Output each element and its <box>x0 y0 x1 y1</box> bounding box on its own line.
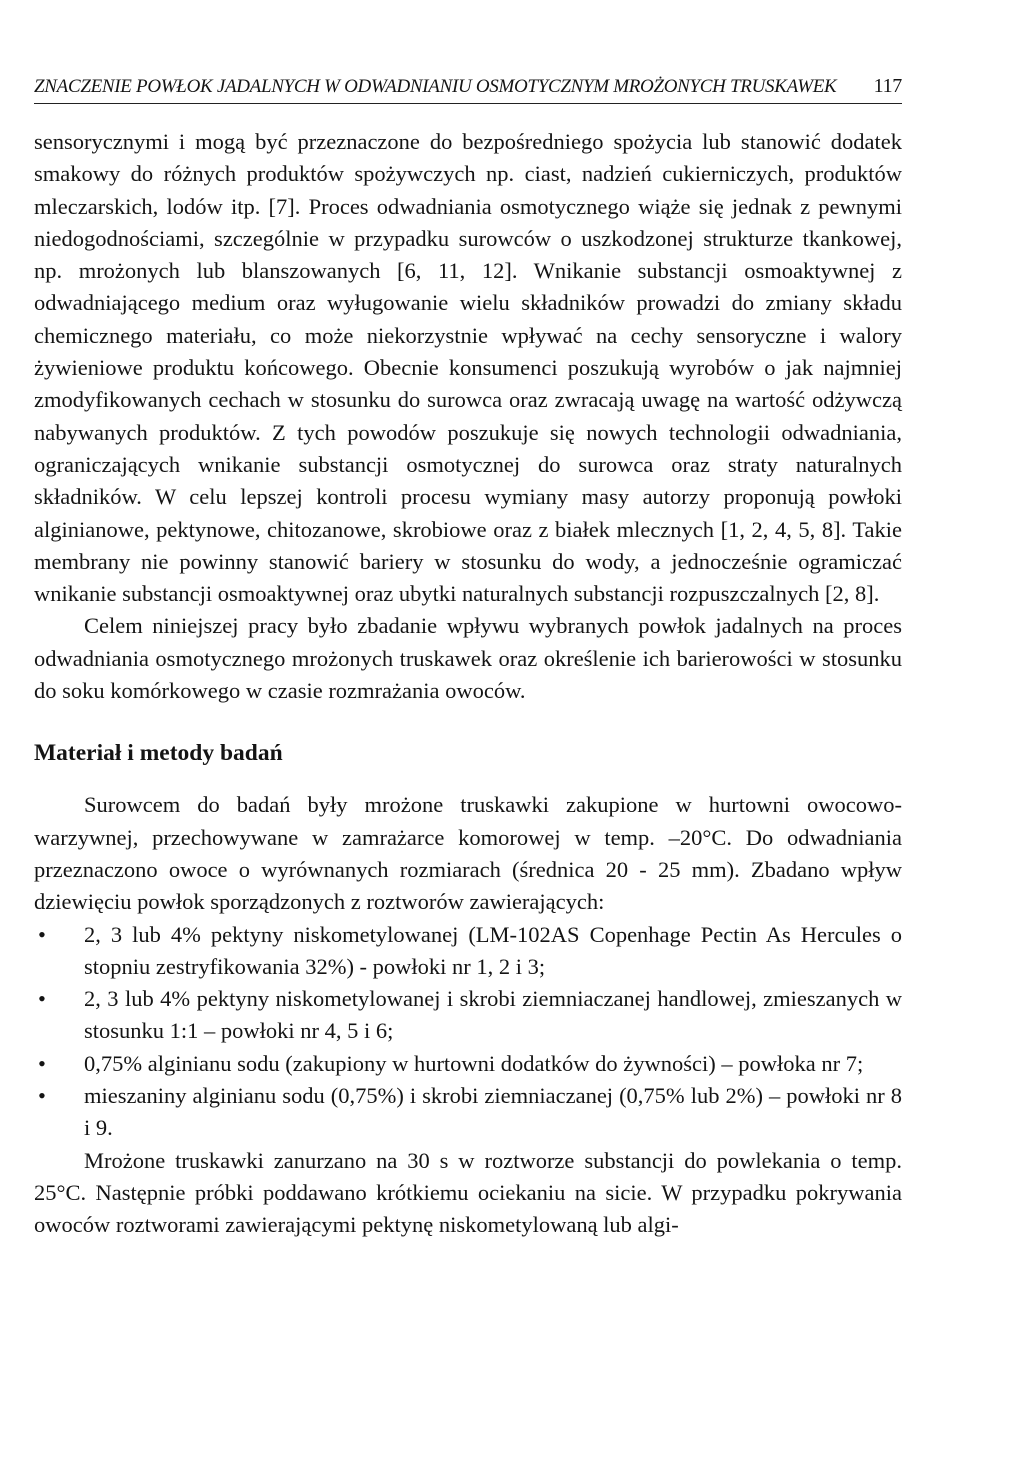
page-number: 117 <box>873 75 902 97</box>
bullet-icon: • <box>38 1083 46 1109</box>
list-item <box>34 1048 902 1080</box>
bullet-icon: • <box>38 921 46 947</box>
document-page <box>34 70 902 1242</box>
body-text <box>34 126 902 1242</box>
paragraph-continued: sensorycznymi i mogą być przeznaczone do bezpośredniego spożycia lub stanowić dodatek smakowy do różnych produktów spożywczych np. ciast, nadzień cukierniczych, produktów mleczarskich, lodów itp. [7]. Proces odwadniania osmotycznego wiąże się jednak z pewnymi niedogodnościami, szczególnie w przypadku surowców o uszkodzonej strukturze tkankowej, np. mrożonych lub blanszowanych [6, 11, 12]. Wnikanie substancji osmoaktywnej z odwadniającego medium oraz wyługowanie wielu składników prowadzi do zmiany składu chemicznego materiału, co może niekorzystnie wpływać na cechy sensoryczne i walory żywieniowe produktu końcowego. Obecnie konsumenci poszukują wyrobów o jak najmniej zmodyfikowanych cechach w stosunku do surowca oraz zwracają uwagę na wartość odżywczą nabywanych produktów. Z tych powodów poszukuje się nowych technologii odwadniania, ograniczających wnikanie substancji osmotycznej do surowca oraz straty naturalnych składników. W celu lepszej kontroli procesu wymiany masy autorzy proponują powłoki alginianowe, pektynowe, chitozanowe, skrobiowe oraz z białek mlecznych [1, 2, 4, 5, 8]. Takie membrany nie powinny stanowić bariery w stosunku do wody, a jednocześnie ogramiczać wnikanie substancji osmoaktywnej oraz ubytki naturalnych substancji rozpuszczalnych [2, 8]. <box>34 129 902 607</box>
running-header <box>34 70 902 104</box>
bullet-icon: • <box>38 986 46 1012</box>
list-item-text: 2, 3 lub 4% pektyny niskometylowanej (LM-102AS Copenhage Pectin As Hercules o stopniu zestryfikowania 32%) - powłoki nr 1, 2 i 3; <box>84 921 902 979</box>
paragraph-aim: Celem niniejszej pracy było zbadanie wpływu wybranych powłok jadalnych na proces odwadniania osmotycznego mrożonych truskawek oraz określenie ich barierowości w stosunku do soku komórkowego w czasie rozmrażania owoców. <box>34 613 902 704</box>
bullet-icon: • <box>38 1050 46 1076</box>
section-heading: Materiał i metody badań <box>34 740 283 767</box>
paragraph-materials: Surowcem do badań były mrożone truskawki zakupione w hurtowni owocowo-warzywnej, przechowywane w zamrażarce komorowej w temp. –20°C. Do odwadniania przeznaczono owoce o wyrównanych rozmiarach (średnica 20 - 25 mm). Zbadano wpływ dziewięciu powłok sporządzonych z roztworów zawierających: <box>34 792 902 915</box>
running-title: ZNACZENIE POWŁOK JADALNYCH W ODWADNIANIU OSMOTYCZNYM MROŻONYCH TRUSKAWEK <box>34 76 837 97</box>
list-item-text: 2, 3 lub 4% pektyny niskometylowanej i skrobi ziemniaczanej handlowej, zmieszanych w stosunku 1:1 – powłoki nr 4, 5 i 6; <box>84 986 902 1044</box>
list-item <box>34 1080 902 1145</box>
coating-list <box>34 919 902 1145</box>
list-item-text: 0,75% alginianu sodu (zakupiony w hurtowni dodatków do żywności) – powłoka nr 7; <box>84 1050 864 1076</box>
list-item <box>34 983 902 1048</box>
paragraph-method: Mrożone truskawki zanurzano na 30 s w roztworze substancji do powlekania o temp. 25°C. Następnie próbki poddawano krótkiemu ociekaniu na sicie. W przypadku pokrywania owoców roztworami zawierającymi pektynę niskometylowaną lub algi- <box>34 1147 902 1238</box>
list-item-text: mieszaniny alginianu sodu (0,75%) i skrobi ziemniaczanej (0,75% lub 2%) – powłoki nr 8 i 9. <box>84 1083 902 1141</box>
list-item <box>34 919 902 984</box>
